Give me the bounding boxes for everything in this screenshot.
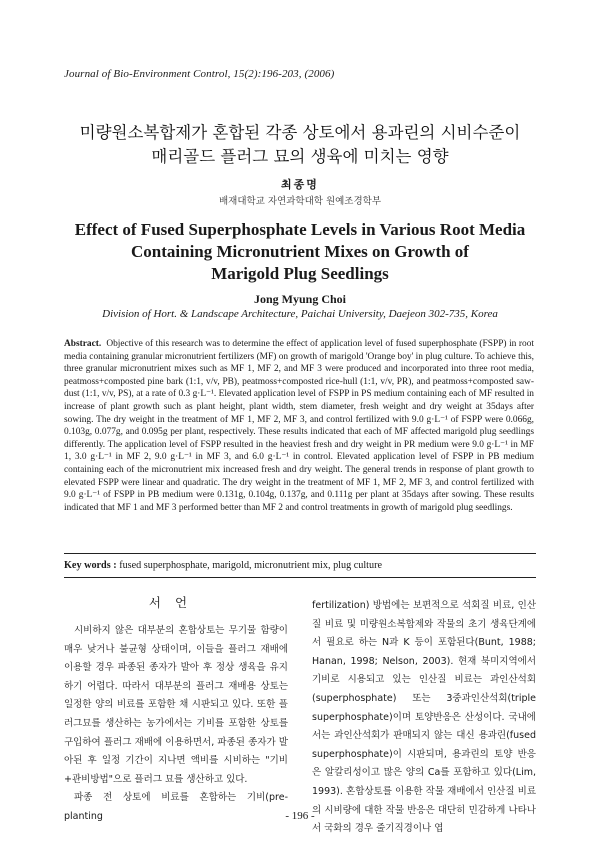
journal-citation: Journal of Bio-Environment Control, 15(2):196-203, (2006) (64, 68, 335, 80)
english-author: Jong Myung Choi (253, 292, 347, 306)
keywords-top-rule (64, 553, 536, 554)
body-column-right (312, 597, 536, 839)
korean-affiliation: 배재대학교 자연과학대학 원예조경학부 (218, 196, 382, 207)
keywords-text: fused superphosphate, marigold, micronutrient mix, plug culture (119, 560, 383, 571)
korean-title (0, 121, 600, 169)
english-title-line-2: Containing Micronutrient Mixes on Growth of (131, 242, 469, 261)
korean-author: 최종명 (281, 178, 319, 191)
keywords-bottom-rule (64, 577, 536, 578)
section-heading-introduction: 서언 (148, 595, 202, 610)
body-paragraph: 파종 전 상토에 비료를 혼합하는 기비(pre-planting (64, 792, 288, 822)
english-title-line-1: Effect of Fused Superphosphate Levels in Various Root Media (74, 220, 526, 239)
korean-title-line-1: 미량원소복합제가 혼합된 각종 상토에서 용과린의 시비수준이 (79, 123, 521, 142)
abstract-label: Abstract. (64, 339, 102, 349)
keywords (64, 560, 536, 572)
abstract-text: Objective of this research was to determine the effect of application level of fused superphosphate (FSPP) in root media containing granular micronutrient fertilizers (MF) on growth of marigold 'Orange boy' in plug culture. To achieve this, three granular micronutrient mixes such as MF 1, MF 2, and MF 3 were produced and incorporated into three root media, peatmoss+composted pine bark (1:1, v/v, PB), peatmoss+composted rice-hull (1:1, v/v, PR), and peatmoss+composted saw-dust (1:1, v/v, PS), at a rate of 0.3 g·L⁻¹. Elevated application level of FSPP in PS medium containing each of MF resulted in increase of plant growth such as plant height, plant width, stem diameter, fresh weight and dry weight at 35days after sowing. The dry weight in the treatment of MF 1, MF 2, MF 3, and control fertilized with 9.0 g·L⁻¹ of FSPP were 0.066g, 0.103g, 0.077g, and 0.095g per plant, respectively. These results indicated that each of MF affected marigold plug seedlings differently. The application level of FSPP resulted in the heaviest fresh and dry weight in PR medium were 9.0 g·L⁻¹ in MF 1, 3.0 g·L⁻¹ in MF 2, 9.0 g·L⁻¹ in MF 3, and 6.0 g·L⁻¹ in control. Elevated application level of FSPP in PB medium containing each of the micronutrient mix increased fresh and dry weight. The general trends in response of plant growth to elevated FSPP were linear and quadratic. The dry weight in the treatment of MF 1, MF 2, MF 3, and control fertilized with 9.0 g·L⁻¹ of FSPP in PB medium were 0.131g, 0.104g, 0.137g, and 0.111g per plant at 35days after sowing. These results indicated that MF 1 and MF 3 performed better than MF 2 and control treatments in growth of marigold plug seedlings. (64, 339, 534, 513)
korean-title-line-2: 매리골드 플러그 묘의 생육에 미치는 영향 (151, 147, 449, 166)
abstract (64, 338, 534, 514)
english-title-line-3: Marigold Plug Seedlings (211, 264, 389, 283)
english-title (0, 219, 600, 285)
keywords-label: Key words : (64, 560, 117, 571)
body-paragraph: fertilization) 방법에는 보편적으로 석회질 비료, 인산질 비료 및 미량원소복합제와 작물의 초기 생육단계에서 필요로 하는 N과 K 등이 포함된다(Bunt, 1988; Hanan, 1998; Nelson, 2003). 현재 북미지역에서 기비로 시용되고 있는 인산질 비료는 과인산석회(superphosphate) 또는 3중과인산석회(triple superphosphate)이며 토양반응은 산성이다. 국내에서는 과인산석회가 판매되지 않는 대신 용과린(fused superphosphate)이 시판되며, 용과린의 토양 반응은 알칼리성이고 많은 양의 Ca를 포함하고 있다(Lim, 1993). 혼합상토를 이용한 작물 재배에서 인산질 비료의 시비량에 대한 작물 반응은 대단히 민감하게 나타나서 국화의 경우 줄기직경이나 엽 (312, 600, 536, 835)
english-affiliation: Division of Hort. & Landscape Architecture, Paichai University, Daejeon 302-735, Korea (102, 308, 498, 320)
body-paragraph: 시비하지 않은 대부분의 혼합상토는 무기물 함량이 매우 낮거나 불균형 상태이며, 이들을 플러그 재배에 이용할 경우 파종된 종자가 발아 후 정상 생육을 유지하기 어렵다. 따라서 대부분의 플러그 재배용 상토는 일정한 양의 비료를 포함한 채 시판되고 있다. 또한 플러그묘를 생산하는 농가에서는 기비를 포함한 상토를 구입하여 플러그 재배에 이용하면서, 파종된 종자가 발아된 후 일정 기간이 지나면 액비를 시비하는 "기비+관비방법"으로 플러그 묘를 생산하고 있다. (64, 625, 288, 785)
page-number: - 196 - (285, 810, 315, 822)
body-column-left (64, 622, 288, 827)
